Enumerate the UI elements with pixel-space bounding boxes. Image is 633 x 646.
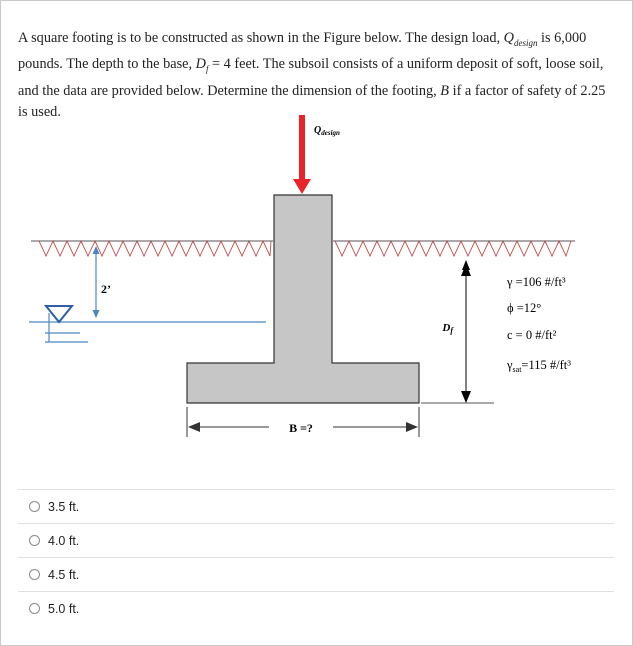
soil-friction-angle: ϕ =12° bbox=[507, 301, 542, 315]
question-part-4: if a factor of safety of 2.25 is used. bbox=[18, 82, 606, 121]
width-arrowhead-right bbox=[406, 422, 418, 432]
option-3[interactable] bbox=[18, 557, 614, 591]
q-subscript: design bbox=[513, 37, 538, 48]
ground-hatch-zigzag bbox=[335, 241, 571, 256]
footing-shape bbox=[187, 195, 419, 403]
depth-arrowhead-top bbox=[461, 264, 471, 276]
option-2[interactable] bbox=[18, 523, 614, 557]
option-label: 5.0 ft. bbox=[48, 601, 80, 616]
radio-icon[interactable] bbox=[29, 535, 40, 546]
b-symbol: B bbox=[440, 82, 450, 99]
option-label: 4.0 ft. bbox=[48, 533, 80, 548]
depth-label: Df bbox=[442, 322, 453, 335]
answer-options bbox=[18, 489, 614, 625]
radio-icon[interactable] bbox=[29, 603, 40, 614]
q-symbol: Q bbox=[503, 30, 514, 46]
ground-hatch-zigzag bbox=[39, 241, 271, 256]
load-arrow-icon bbox=[293, 179, 311, 194]
footing-figure bbox=[1, 1, 633, 481]
option-1[interactable] bbox=[18, 489, 614, 523]
soil-cohesion: c = 0 #/ft² bbox=[507, 328, 557, 342]
question-part-3: = 4 feet. The subsoil consists of a uniform deposit of soft, loose soil, and the data are provided below. Determine the dimension of the footing, bbox=[18, 56, 604, 99]
d-symbol: D bbox=[195, 56, 206, 73]
water-depth-label: 2’ bbox=[101, 282, 111, 296]
soil-unit-weight: γ =106 #/ft³ bbox=[507, 275, 566, 289]
load-label: $Q_{design}$ bbox=[314, 125, 340, 137]
water-table-triangle-icon bbox=[46, 306, 72, 322]
option-label: 3.5 ft. bbox=[48, 499, 80, 514]
option-4[interactable] bbox=[18, 591, 614, 625]
radio-icon[interactable] bbox=[29, 569, 40, 580]
option-label: 4.5 ft. bbox=[48, 567, 80, 582]
question-part-1: A square footing is to be constructed as shown in the Figure below. The design load, bbox=[18, 30, 504, 46]
d-subscript: f bbox=[205, 64, 209, 75]
radio-icon[interactable] bbox=[29, 501, 40, 512]
width-arrowhead-left bbox=[188, 422, 200, 432]
width-label: B =? bbox=[289, 421, 313, 435]
depth-arrowhead-bottom bbox=[461, 391, 471, 403]
question-part-2: is 6,000 pounds. The depth to the base, bbox=[18, 30, 587, 73]
soil-saturated-unit-weight: $\gamma_{sat}=115$ #/ft³ bbox=[507, 358, 571, 374]
